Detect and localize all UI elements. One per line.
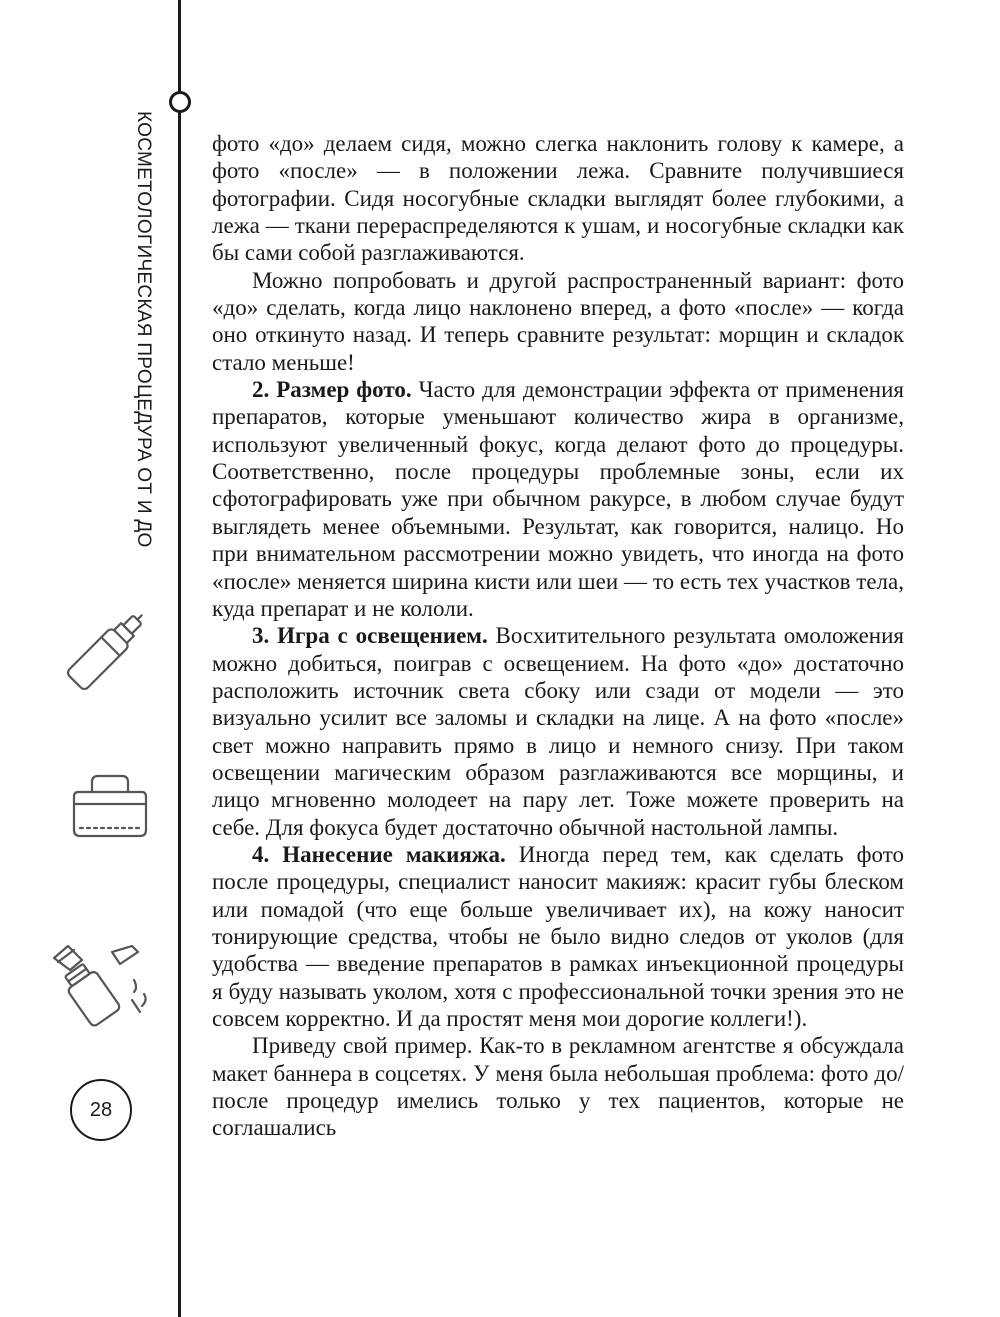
paragraph-lead: 4. Нанесение макияжа.	[252, 841, 506, 867]
page-number	[70, 1079, 132, 1141]
cosmetic-bag-icon	[70, 770, 150, 840]
page-number-text: 28	[89, 1098, 113, 1121]
running-head-text: КОСМЕТОЛОГИЧЕСКАЯ ПРОЦЕДУРА ОТ И ДО	[133, 111, 154, 548]
running-head	[128, 111, 158, 548]
paragraph: 4. Нанесение макияжа. Иногда перед тем, как сделать фото после процедуры, специалист наносит макияж: красит губы блеском или помадой (что еще больше увеличивает их), на кожу наносит тонирующие средства, чтобы не было видно следов от уколов (для удобства — введение препаратов в рамках инъекционной процедуры я буду называть уколом, хотя с профессиональной точки зрения это не совсем корректно. И да простят меня мои дорогие коллеги!).	[212, 841, 904, 1031]
paragraph-lead: 2. Размер фото.	[252, 377, 412, 403]
paragraph: фото «до» делаем сидя, можно слегка наклонить голову к камере, а фото «после» — в положении лежа. Сравните получившиеся фотографии. Сидя носогубные складки выглядят более глубокими, а лежа — ткани перераспределяются к ушам, и носогубные складки как бы сами собой разглаживаются.	[212, 131, 904, 266]
paragraph-lead: 3. Игра с освещением.	[252, 623, 488, 649]
paragraph: Можно попробовать и другой распространенный вариант: фото «до» сделать, когда лицо наклонено вперед, а фото «после» — когда оно откинуто назад. И теперь сравните результат: морщин и складок стало меньше!	[212, 267, 904, 375]
paragraph: Приведу свой пример. Как-то в рекламном агентстве я обсуждала макет баннера в соцсетях. У меня была небольшая проблема: фото до/после процедур имелись только у тех пациентов, которые не соглашались	[212, 1033, 904, 1141]
spray-bottle-icon	[54, 597, 160, 703]
margin-rule-dot	[169, 91, 191, 113]
body-text	[212, 130, 904, 1142]
paragraph: 3. Игра с освещением. Восхитительного результата омоложения можно добиться, поиграв с освещением. На фото «до» достаточно расположить источник света сбоку или сзади от модели — это визуально усилит все заломы и складки на лице. А на фото «после» свет можно направить прямо в лицо и немного снизу. При таком освещении магическим образом разглаживаются все морщины, и лицо мгновенно молодеет на пару лет. Тоже можете проверить на себе. Для фокуса будет достаточно обычной настольной лампы.	[212, 623, 904, 840]
paragraph: 2. Размер фото. Часто для демонстрации эффекта от применения препаратов, которые уменьшают количество жира в организме, используют увеличенный фокус, когда делают фото до процедуры. Соответственно, после процедуры проблемные зоны, если их сфотографировать уже при обычном ракурсе, в любом случае будут выглядеть менее объемными. Результат, как говорится, налицо. Но при внимательном рассмотрении можно увидеть, что иногда на фото «после» меняется ширина кисти или шеи — то есть тех участков тела, куда препарат и не кололи.	[212, 377, 904, 621]
dropper-bottle-icon	[48, 940, 158, 1032]
margin-rule	[178, 0, 181, 1317]
